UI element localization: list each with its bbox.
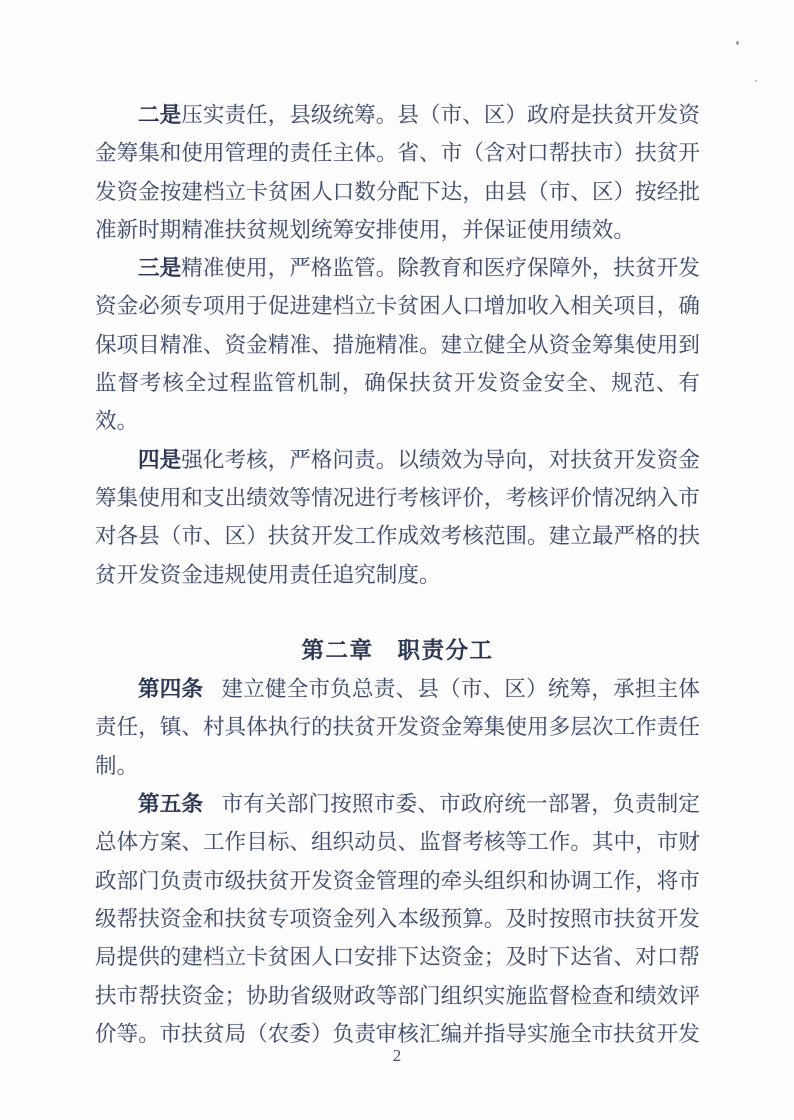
paragraph-lead: 四是	[138, 447, 182, 472]
article-lead: 第五条	[138, 792, 204, 817]
paragraph-point-4	[95, 441, 700, 594]
article-text: 市有关部门按照市委、市政府统一部署，负责制定总体方案、工作目标、组织动员、监督考核等工作。其中，市财政部门负责市级扶贫开发资金管理的牵头组织和协调工作，将市级帮扶资金和扶贫专项资金列入本级预算。及时按照市扶贫开发局提供的建档立卡贫困人口安排下达资金；及时下达省、对口帮扶市帮扶资金；协助省级财政等部门组织实施监督检查和绩效评价等。市扶贫局（农委）负责审核汇编并指导实施全市扶贫开发	[95, 792, 700, 1046]
page-number: 2	[392, 1046, 402, 1065]
paragraph-text: 强化考核，严格问责。以绩效为导向，对扶贫开发资金筹集使用和支出绩效等情况进行考核评价，考核评价情况纳入市对各县（市、区）扶贫开发工作成效考核范围。建立最严格的扶贫开发资金违规使用责任追究制度。	[95, 447, 700, 587]
article-4	[95, 670, 700, 785]
chapter-heading: 第二章 职责分工	[301, 637, 494, 663]
article-text: 建立健全市负总责、县（市、区）统筹，承担主体责任，镇、村具体执行的扶贫开发资金筹集使用多层次工作责任制。	[95, 677, 700, 778]
paragraph-lead: 三是	[138, 256, 182, 281]
paragraph-lead: 二是	[138, 103, 182, 127]
document-content	[95, 96, 700, 1053]
article-5	[95, 785, 700, 1053]
article-lead: 第四条	[138, 677, 204, 702]
scan-speck	[736, 41, 739, 45]
paragraph-point-3	[95, 249, 700, 440]
paragraph-text: 精准使用，严格监管。除教育和医疗保障外，扶贫开发资金必须专项用于促进建档立卡贫困人口增加收入相关项目，确保项目精准、资金精准、措施精准。建立健全从资金筹集使用到监督考核全过程监管机制，确保扶贫开发资金安全、规范、有效。	[95, 256, 700, 434]
paragraph-point-2	[95, 96, 700, 249]
scan-speck	[755, 80, 757, 82]
paragraph-text: 压实责任，县级统筹。县（市、区）政府是扶贫开发资金筹集和使用管理的责任主体。省、市（含对口帮扶市）扶贫开发资金按建档立卡贫困人口数分配下达，由县（市、区）按经批准新时期精准扶贫规划统筹安排使用，并保证使用绩效。	[95, 103, 700, 242]
